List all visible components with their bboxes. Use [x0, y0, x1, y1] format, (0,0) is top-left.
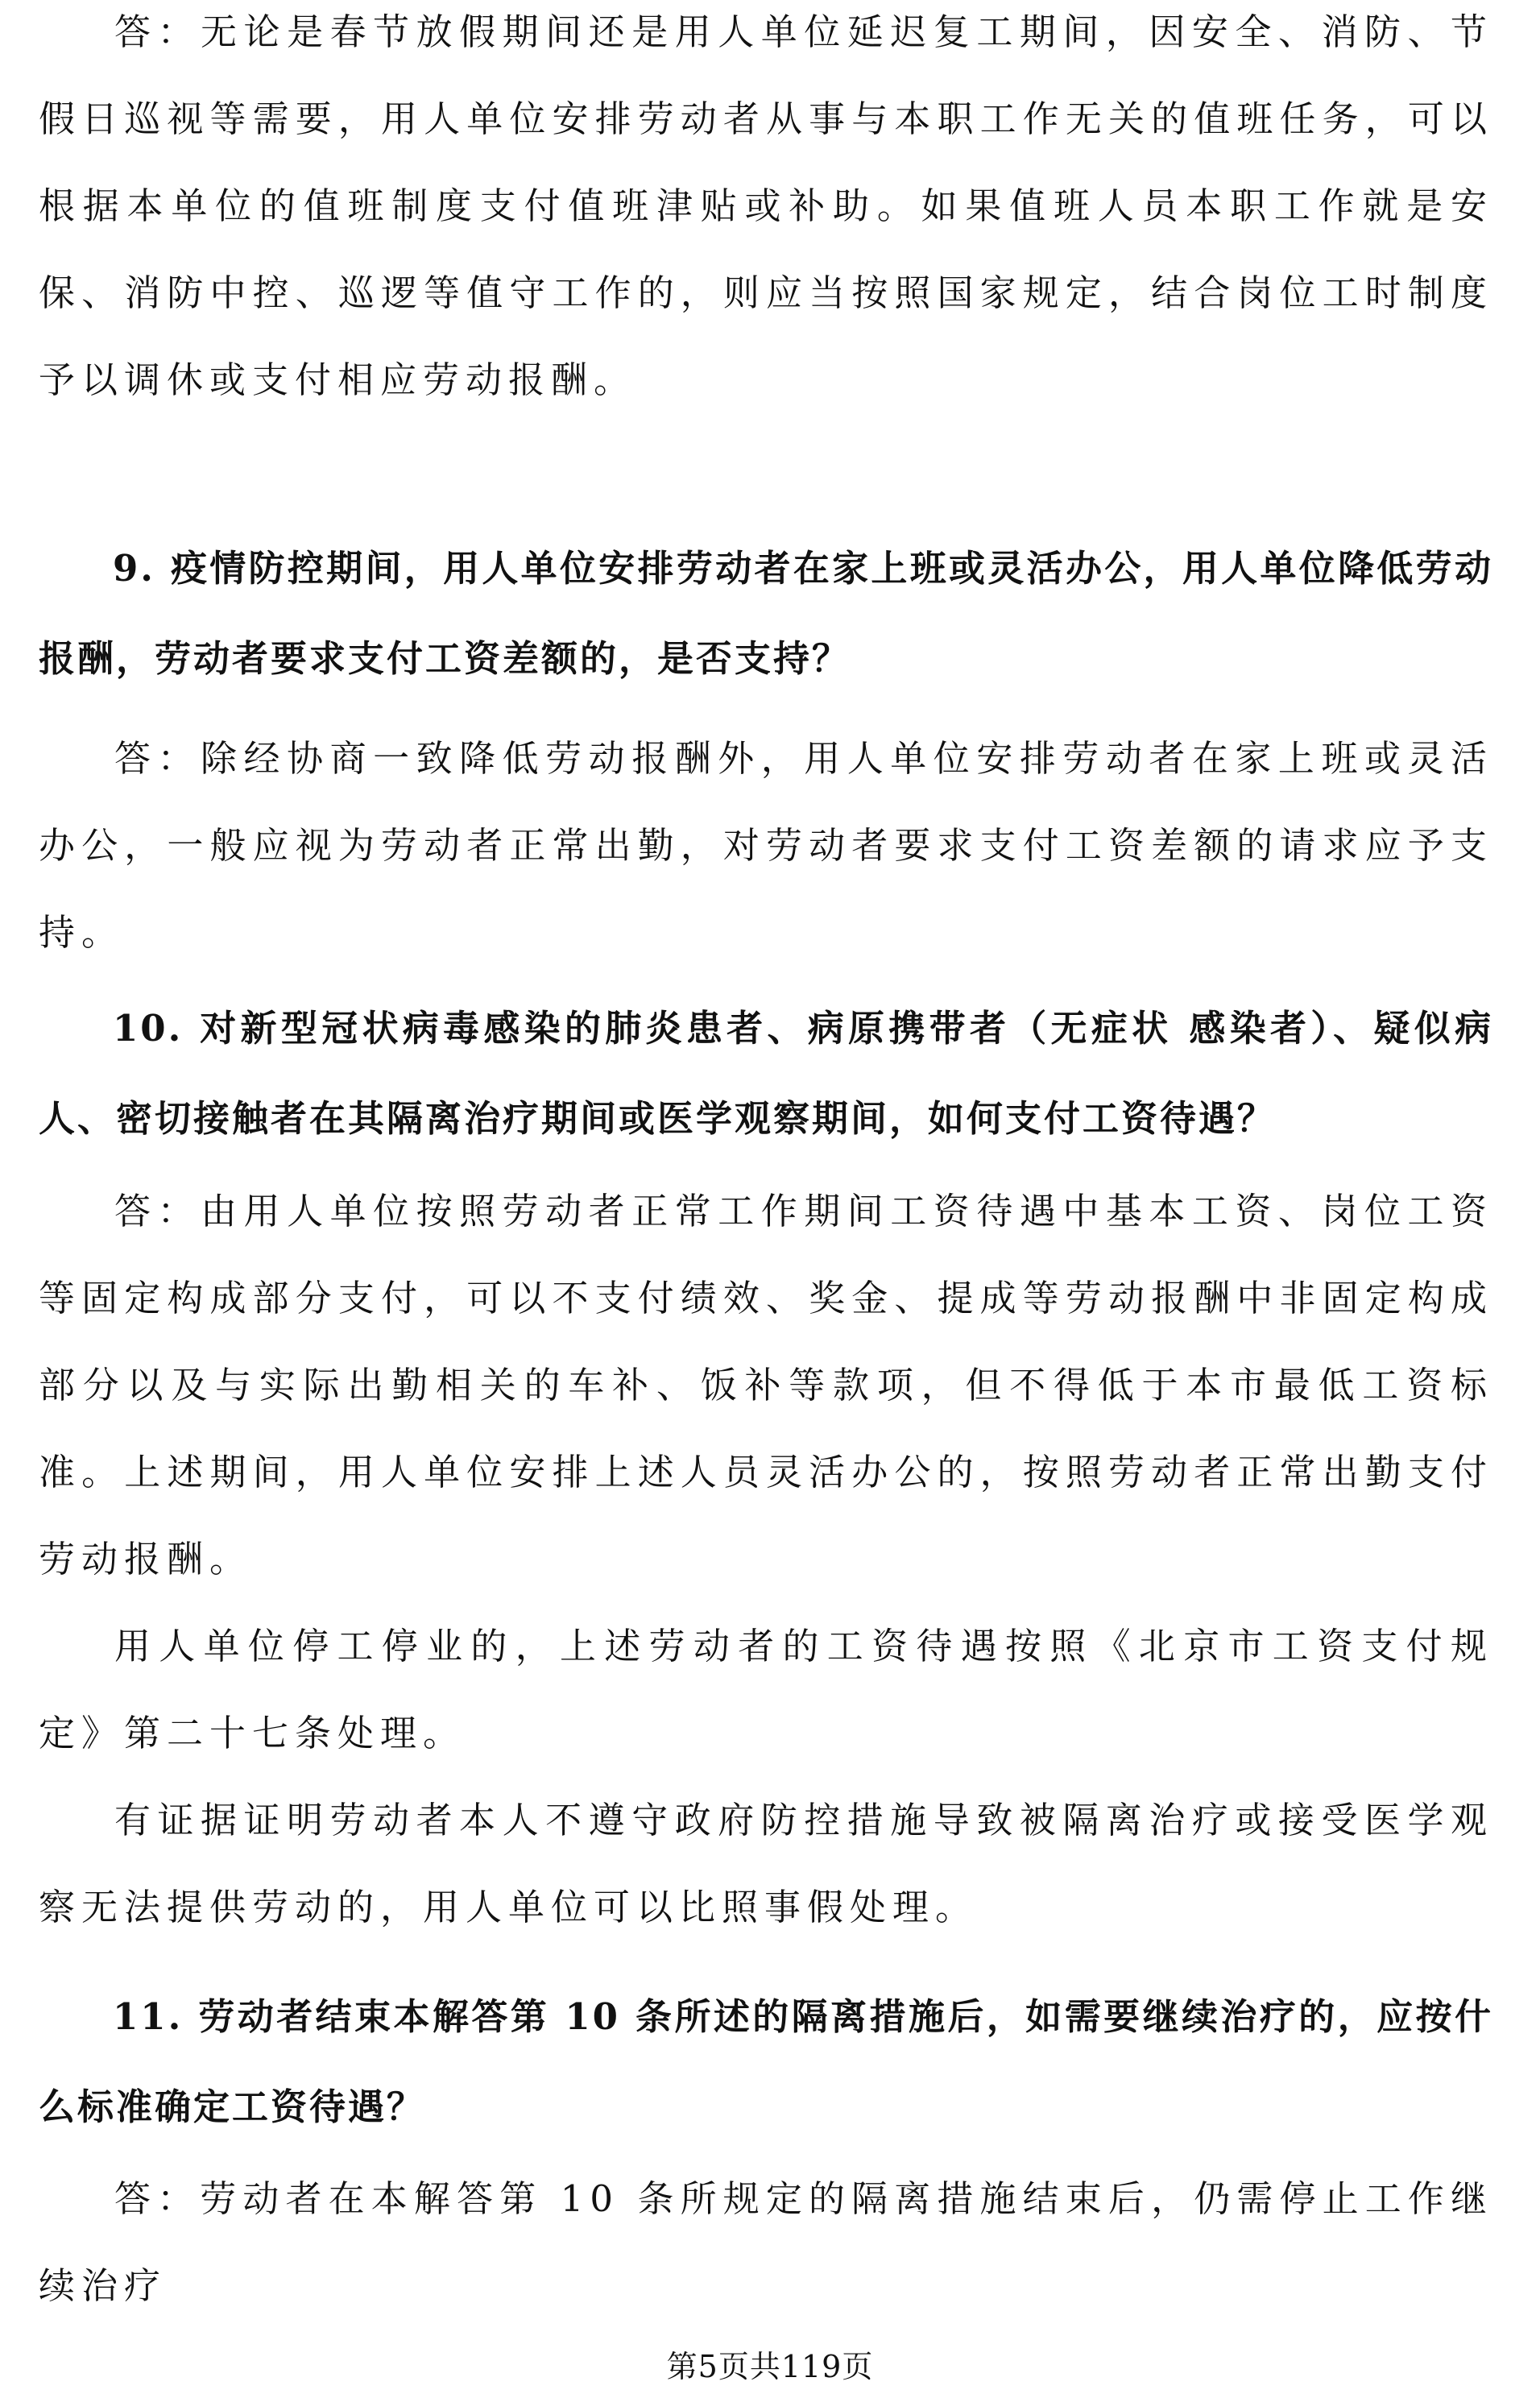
- question-10-block: [39, 984, 1493, 1164]
- question-11: 11. 劳动者结束本解答第 10 条所述的隔离措施后，如需要继续治疗的，应按什么标准确定工资待遇？: [39, 1995, 1493, 2128]
- paragraph-answer-10-part-2: 用人单位停工停业的，上述劳动者的工资待遇按照《北京市工资支付规定》第二十七条处理。: [39, 1625, 1493, 1754]
- answer-9-block: [39, 715, 1493, 976]
- question-9-block: [39, 524, 1493, 704]
- paragraph-answer-10: 答：由用人单位按照劳动者正常工作期间工资待遇中基本工资、岗位工资等固定构成部分支付，可以不支付绩效、奖金、提成等劳动报酬中非固定构成部分以及与实际出勤相关的车补、饭补等款项，但不得低于本市最低工资标准。上述期间，用人单位安排上述人员灵活办公的，按照劳动者正常出勤支付劳动报酬。: [39, 1190, 1493, 1580]
- answer-10-block: [39, 1168, 1493, 1951]
- paragraph-answer-9: 答：除经协商一致降低劳动报酬外，用人单位安排劳动者在家上班或灵活办公，一般应视为劳动者正常出勤，对劳动者要求支付工资差额的请求应予支持。: [39, 737, 1493, 954]
- question-9: 9. 疫情防控期间，用人单位安排劳动者在家上班或灵活办公，用人单位降低劳动报酬，劳动者要求支付工资差额的，是否支持？: [39, 547, 1493, 680]
- answer-11-block: [39, 2156, 1493, 2330]
- paragraph-answer-10-part-3: 有证据证明劳动者本人不遵守政府防控措施导致被隔离治疗或接受医学观察无法提供劳动的，用人单位可以比照事假处理。: [39, 1799, 1493, 1928]
- page-footer: 第5页共119页: [666, 2349, 874, 2384]
- question-10: 10. 对新型冠状病毒感染的肺炎患者、病原携带者（无症状 感染者）、疑似病人、密切接触者在其隔离治疗期间或医学观察期间，如何支付工资待遇？: [39, 1007, 1493, 1140]
- answer-8-continuation: [39, 0, 1493, 424]
- paragraph-answer-8: 答：无论是春节放假期间还是用人单位延迟复工期间，因安全、消防、节假日巡视等需要，用人单位安排劳动者从事与本职工作无关的值班任务，可以根据本单位的值班制度支付值班津贴或补助。如果值班人员本职工作就是安保、消防中控、巡逻等值守工作的，则应当按照国家规定，结合岗位工时制度予以调休或支付相应劳动报酬。: [39, 10, 1493, 401]
- question-11-block: [39, 1972, 1493, 2152]
- paragraph-answer-11: 答：劳动者在本解答第 10 条所规定的隔离措施结束后，仍需停止工作继续治疗: [39, 2177, 1493, 2307]
